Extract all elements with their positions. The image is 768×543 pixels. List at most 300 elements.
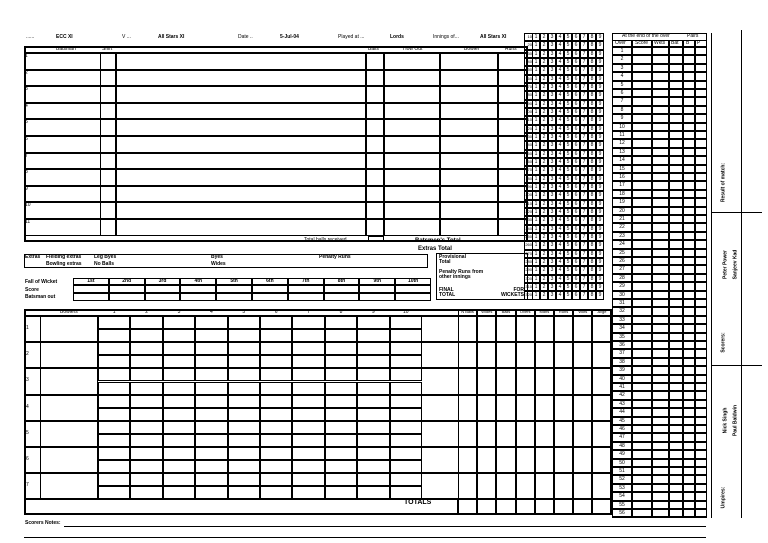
over-entry-cell[interactable]	[632, 400, 652, 408]
how-out-cell[interactable]	[384, 186, 440, 203]
how-out-cell[interactable]	[384, 119, 440, 136]
over-entry-cell[interactable]	[652, 265, 669, 273]
over-cell[interactable]	[98, 434, 130, 447]
over-entry-cell[interactable]	[632, 148, 652, 156]
total-stat-cell[interactable]	[554, 499, 573, 515]
stat-cell[interactable]	[573, 368, 592, 394]
over-cell[interactable]	[390, 460, 422, 473]
over-entry-cell[interactable]	[695, 400, 707, 408]
tally-cell[interactable]	[588, 66, 596, 74]
over-entry-cell[interactable]	[632, 450, 652, 458]
runs-tally-cell[interactable]	[116, 169, 366, 186]
bowler-cell[interactable]	[440, 153, 498, 170]
tally-cell[interactable]	[556, 191, 564, 199]
over-entry-cell[interactable]	[695, 207, 707, 215]
tally-cell[interactable]	[596, 108, 604, 116]
over-entry-cell[interactable]	[652, 156, 669, 164]
over-entry-cell[interactable]	[652, 240, 669, 248]
over-entry-cell[interactable]	[695, 114, 707, 122]
stat-cell[interactable]	[516, 473, 535, 499]
tally-cell[interactable]	[596, 200, 604, 208]
tally-cell[interactable]	[548, 41, 556, 49]
tally-cell[interactable]	[596, 58, 604, 66]
stat-cell[interactable]	[477, 473, 496, 499]
over-cell[interactable]	[195, 447, 227, 460]
tally-cell[interactable]	[596, 275, 604, 283]
stat-cell[interactable]	[573, 395, 592, 421]
over-entry-cell[interactable]	[652, 450, 669, 458]
stat-cell[interactable]	[554, 395, 573, 421]
tally-end-cell[interactable]	[524, 100, 533, 108]
tally-cell[interactable]	[532, 150, 540, 158]
tally-cell[interactable]	[532, 275, 540, 283]
over-entry-cell[interactable]	[683, 450, 695, 458]
over-entry-cell[interactable]	[652, 123, 669, 131]
bowler-cell[interactable]	[440, 86, 498, 103]
tally-cell[interactable]	[596, 216, 604, 224]
runs-tally-cell[interactable]	[116, 70, 366, 87]
tally-end-cell[interactable]	[524, 50, 533, 58]
tally-end-cell[interactable]	[524, 233, 533, 241]
over-entry-cell[interactable]	[652, 366, 669, 374]
over-entry-cell[interactable]	[695, 484, 707, 492]
tally-cell[interactable]	[556, 225, 564, 233]
tally-cell[interactable]	[580, 100, 588, 108]
over-entry-cell[interactable]	[669, 215, 683, 223]
over-cell[interactable]	[357, 473, 389, 486]
over-entry-cell[interactable]	[669, 265, 683, 273]
over-entry-cell[interactable]	[632, 459, 652, 467]
tally-cell[interactable]	[532, 191, 540, 199]
tally-cell[interactable]	[572, 83, 580, 91]
over-entry-cell[interactable]	[695, 459, 707, 467]
tally-cell[interactable]	[564, 241, 572, 249]
tally-cell[interactable]	[532, 33, 540, 41]
runs-tally-cell[interactable]	[116, 86, 366, 103]
over-entry-cell[interactable]	[632, 265, 652, 273]
over-entry-cell[interactable]	[652, 475, 669, 483]
total-stat-cell[interactable]	[496, 499, 515, 515]
tally-cell[interactable]	[588, 150, 596, 158]
tally-cell[interactable]	[540, 258, 548, 266]
stat-cell[interactable]	[554, 473, 573, 499]
bowler-cell[interactable]	[440, 136, 498, 153]
over-entry-cell[interactable]	[669, 240, 683, 248]
fow-score-cell[interactable]	[288, 285, 324, 293]
stat-cell[interactable]	[592, 473, 611, 499]
over-entry-cell[interactable]	[683, 358, 695, 366]
tally-cell[interactable]	[588, 250, 596, 258]
over-entry-cell[interactable]	[669, 324, 683, 332]
tally-cell[interactable]	[564, 250, 572, 258]
tally-cell[interactable]	[564, 191, 572, 199]
tally-cell[interactable]	[596, 83, 604, 91]
tally-end-cell[interactable]	[524, 291, 533, 299]
bowler-cell[interactable]	[440, 202, 498, 219]
tally-cell[interactable]	[580, 208, 588, 216]
over-cell[interactable]	[325, 368, 357, 381]
tally-cell[interactable]	[596, 283, 604, 291]
over-cell[interactable]	[390, 421, 422, 434]
fow-score-cell[interactable]	[395, 285, 431, 293]
stat-cell[interactable]	[458, 473, 477, 499]
over-entry-cell[interactable]	[695, 349, 707, 357]
stat-cell[interactable]	[516, 342, 535, 368]
over-cell[interactable]	[195, 368, 227, 381]
tally-cell[interactable]	[556, 33, 564, 41]
tally-cell[interactable]	[572, 266, 580, 274]
over-cell[interactable]	[98, 421, 130, 434]
over-entry-cell[interactable]	[652, 291, 669, 299]
over-cell[interactable]	[260, 329, 292, 342]
tally-end-cell[interactable]	[524, 83, 533, 91]
stat-cell[interactable]	[535, 421, 554, 447]
over-entry-cell[interactable]	[683, 324, 695, 332]
over-entry-cell[interactable]	[683, 400, 695, 408]
stat-cell[interactable]	[535, 368, 554, 394]
runs-tally-cell[interactable]	[116, 53, 366, 70]
over-entry-cell[interactable]	[683, 265, 695, 273]
runs-tally-cell[interactable]	[116, 202, 366, 219]
over-entry-cell[interactable]	[652, 316, 669, 324]
over-cell[interactable]	[325, 355, 357, 368]
over-entry-cell[interactable]	[669, 97, 683, 105]
tally-cell[interactable]	[580, 250, 588, 258]
over-entry-cell[interactable]	[669, 249, 683, 257]
over-cell[interactable]	[163, 447, 195, 460]
over-entry-cell[interactable]	[695, 265, 707, 273]
stat-cell[interactable]	[554, 316, 573, 342]
total-balls-box[interactable]	[368, 236, 384, 242]
bowler-name-cell[interactable]	[40, 421, 98, 447]
over-cell[interactable]	[98, 486, 130, 499]
over-entry-cell[interactable]	[683, 181, 695, 189]
over-entry-cell[interactable]	[652, 341, 669, 349]
tally-cell[interactable]	[588, 133, 596, 141]
over-entry-cell[interactable]	[652, 139, 669, 147]
tally-end-cell[interactable]	[524, 183, 533, 191]
shirt-cell[interactable]	[100, 186, 116, 203]
over-entry-cell[interactable]	[695, 492, 707, 500]
fow-score-cell[interactable]	[73, 285, 109, 293]
over-cell[interactable]	[292, 342, 324, 355]
tally-cell[interactable]	[596, 100, 604, 108]
runs-tally-cell[interactable]	[116, 119, 366, 136]
over-cell[interactable]	[195, 395, 227, 408]
over-cell[interactable]	[357, 486, 389, 499]
over-entry-cell[interactable]	[695, 274, 707, 282]
over-entry-cell[interactable]	[683, 156, 695, 164]
over-entry-cell[interactable]	[669, 299, 683, 307]
bowler-cell[interactable]	[440, 103, 498, 120]
tally-cell[interactable]	[596, 91, 604, 99]
over-entry-cell[interactable]	[669, 282, 683, 290]
over-entry-cell[interactable]	[683, 501, 695, 509]
shirt-cell[interactable]	[100, 153, 116, 170]
tally-cell[interactable]	[580, 108, 588, 116]
over-entry-cell[interactable]	[669, 64, 683, 72]
shirt-cell[interactable]	[100, 202, 116, 219]
tally-cell[interactable]	[588, 158, 596, 166]
tally-cell[interactable]	[588, 233, 596, 241]
over-entry-cell[interactable]	[683, 475, 695, 483]
runs-tally-cell[interactable]	[116, 136, 366, 153]
tally-cell[interactable]	[556, 100, 564, 108]
over-entry-cell[interactable]	[669, 223, 683, 231]
how-out-cell[interactable]	[384, 219, 440, 236]
bowler-cell[interactable]	[440, 119, 498, 136]
over-entry-cell[interactable]	[632, 72, 652, 80]
over-entry-cell[interactable]	[652, 433, 669, 441]
tally-cell[interactable]	[596, 133, 604, 141]
over-cell[interactable]	[292, 447, 324, 460]
over-entry-cell[interactable]	[695, 467, 707, 475]
over-entry-cell[interactable]	[683, 240, 695, 248]
fow-batsman-cell[interactable]	[395, 293, 431, 301]
stat-cell[interactable]	[554, 421, 573, 447]
tally-cell[interactable]	[532, 175, 540, 183]
over-entry-cell[interactable]	[669, 333, 683, 341]
over-cell[interactable]	[260, 447, 292, 460]
over-entry-cell[interactable]	[632, 417, 652, 425]
stat-cell[interactable]	[535, 395, 554, 421]
over-entry-cell[interactable]	[652, 72, 669, 80]
over-entry-cell[interactable]	[695, 190, 707, 198]
over-entry-cell[interactable]	[632, 249, 652, 257]
over-entry-cell[interactable]	[669, 417, 683, 425]
over-entry-cell[interactable]	[683, 106, 695, 114]
over-entry-cell[interactable]	[695, 240, 707, 248]
tally-cell[interactable]	[540, 66, 548, 74]
over-entry-cell[interactable]	[632, 81, 652, 89]
fow-batsman-cell[interactable]	[252, 293, 288, 301]
tally-cell[interactable]	[532, 183, 540, 191]
tally-end-cell[interactable]	[524, 175, 533, 183]
tally-cell[interactable]	[596, 66, 604, 74]
over-cell[interactable]	[228, 460, 260, 473]
over-cell[interactable]	[390, 329, 422, 342]
over-cell[interactable]	[260, 408, 292, 421]
how-out-cell[interactable]	[384, 136, 440, 153]
stat-cell[interactable]	[496, 316, 515, 342]
tally-cell[interactable]	[580, 50, 588, 58]
over-cell[interactable]	[195, 486, 227, 499]
over-entry-cell[interactable]	[632, 467, 652, 475]
over-cell[interactable]	[163, 355, 195, 368]
over-entry-cell[interactable]	[695, 509, 707, 517]
over-entry-cell[interactable]	[695, 156, 707, 164]
over-entry-cell[interactable]	[695, 47, 707, 55]
tally-cell[interactable]	[532, 283, 540, 291]
over-entry-cell[interactable]	[632, 324, 652, 332]
fow-batsman-cell[interactable]	[145, 293, 181, 301]
over-entry-cell[interactable]	[632, 349, 652, 357]
over-entry-cell[interactable]	[632, 207, 652, 215]
stat-cell[interactable]	[573, 316, 592, 342]
over-entry-cell[interactable]	[695, 81, 707, 89]
over-entry-cell[interactable]	[632, 215, 652, 223]
over-entry-cell[interactable]	[683, 467, 695, 475]
over-cell[interactable]	[130, 473, 162, 486]
over-cell[interactable]	[390, 447, 422, 460]
over-entry-cell[interactable]	[669, 375, 683, 383]
over-entry-cell[interactable]	[695, 433, 707, 441]
over-cell[interactable]	[292, 434, 324, 447]
tally-cell[interactable]	[548, 125, 556, 133]
over-entry-cell[interactable]	[683, 47, 695, 55]
over-entry-cell[interactable]	[652, 333, 669, 341]
over-cell[interactable]	[130, 329, 162, 342]
tally-cell[interactable]	[556, 75, 564, 83]
tally-cell[interactable]	[588, 100, 596, 108]
tally-cell[interactable]	[564, 91, 572, 99]
fow-batsman-cell[interactable]	[359, 293, 395, 301]
tally-cell[interactable]	[540, 225, 548, 233]
tally-cell[interactable]	[548, 266, 556, 274]
tally-cell[interactable]	[540, 133, 548, 141]
tally-cell[interactable]	[572, 108, 580, 116]
over-entry-cell[interactable]	[683, 114, 695, 122]
over-cell[interactable]	[260, 342, 292, 355]
tally-cell[interactable]	[540, 250, 548, 258]
stat-cell[interactable]	[516, 447, 535, 473]
over-entry-cell[interactable]	[652, 173, 669, 181]
bowler-cell[interactable]	[440, 169, 498, 186]
how-out-cell[interactable]	[384, 86, 440, 103]
tally-cell[interactable]	[580, 200, 588, 208]
tally-cell[interactable]	[540, 41, 548, 49]
over-entry-cell[interactable]	[695, 316, 707, 324]
tally-cell[interactable]	[564, 208, 572, 216]
over-entry-cell[interactable]	[695, 333, 707, 341]
tally-cell[interactable]	[580, 150, 588, 158]
over-entry-cell[interactable]	[683, 375, 695, 383]
tally-cell[interactable]	[564, 291, 572, 299]
over-entry-cell[interactable]	[669, 274, 683, 282]
tally-cell[interactable]	[556, 141, 564, 149]
over-cell[interactable]	[130, 355, 162, 368]
over-cell[interactable]	[325, 460, 357, 473]
shirt-cell[interactable]	[100, 86, 116, 103]
over-entry-cell[interactable]	[632, 47, 652, 55]
stat-cell[interactable]	[496, 342, 515, 368]
over-entry-cell[interactable]	[669, 349, 683, 357]
tally-cell[interactable]	[580, 41, 588, 49]
shirt-cell[interactable]	[100, 103, 116, 120]
stat-cell[interactable]	[592, 447, 611, 473]
over-entry-cell[interactable]	[652, 64, 669, 72]
tally-cell[interactable]	[532, 200, 540, 208]
stat-cell[interactable]	[535, 473, 554, 499]
tally-end-cell[interactable]	[524, 125, 533, 133]
over-entry-cell[interactable]	[652, 181, 669, 189]
tally-cell[interactable]	[540, 183, 548, 191]
over-entry-cell[interactable]	[669, 257, 683, 265]
tally-cell[interactable]	[596, 208, 604, 216]
tally-cell[interactable]	[548, 108, 556, 116]
tally-cell[interactable]	[540, 208, 548, 216]
over-cell[interactable]	[292, 473, 324, 486]
over-entry-cell[interactable]	[683, 207, 695, 215]
over-entry-cell[interactable]	[632, 316, 652, 324]
over-entry-cell[interactable]	[695, 417, 707, 425]
stat-cell[interactable]	[516, 316, 535, 342]
tally-cell[interactable]	[580, 116, 588, 124]
tally-cell[interactable]	[572, 241, 580, 249]
over-cell[interactable]	[163, 460, 195, 473]
over-entry-cell[interactable]	[652, 417, 669, 425]
total-stat-cell[interactable]	[477, 499, 496, 515]
over-entry-cell[interactable]	[669, 291, 683, 299]
shirt-cell[interactable]	[100, 119, 116, 136]
over-entry-cell[interactable]	[695, 299, 707, 307]
over-entry-cell[interactable]	[652, 55, 669, 63]
tally-cell[interactable]	[556, 216, 564, 224]
over-entry-cell[interactable]	[632, 408, 652, 416]
tally-cell[interactable]	[564, 33, 572, 41]
over-entry-cell[interactable]	[669, 492, 683, 500]
over-cell[interactable]	[195, 473, 227, 486]
balls-cell[interactable]	[366, 70, 384, 87]
stat-cell[interactable]	[516, 368, 535, 394]
over-cell[interactable]	[357, 368, 389, 381]
tally-cell[interactable]	[556, 200, 564, 208]
over-entry-cell[interactable]	[695, 106, 707, 114]
over-entry-cell[interactable]	[683, 484, 695, 492]
tally-end-cell[interactable]	[524, 116, 533, 124]
stat-cell[interactable]	[458, 342, 477, 368]
tally-cell[interactable]	[580, 183, 588, 191]
runs-tally-cell[interactable]	[116, 103, 366, 120]
stat-cell[interactable]	[592, 421, 611, 447]
tally-end-cell[interactable]	[524, 58, 533, 66]
over-cell[interactable]	[195, 408, 227, 421]
over-entry-cell[interactable]	[652, 198, 669, 206]
over-cell[interactable]	[325, 434, 357, 447]
over-entry-cell[interactable]	[669, 165, 683, 173]
tally-cell[interactable]	[556, 241, 564, 249]
tally-cell[interactable]	[596, 225, 604, 233]
over-entry-cell[interactable]	[632, 123, 652, 131]
tally-cell[interactable]	[580, 175, 588, 183]
fow-batsman-cell[interactable]	[180, 293, 216, 301]
tally-cell[interactable]	[588, 125, 596, 133]
over-entry-cell[interactable]	[683, 55, 695, 63]
over-entry-cell[interactable]	[632, 425, 652, 433]
tally-cell[interactable]	[580, 233, 588, 241]
over-entry-cell[interactable]	[669, 383, 683, 391]
tally-cell[interactable]	[532, 141, 540, 149]
over-cell[interactable]	[195, 460, 227, 473]
over-cell[interactable]	[292, 316, 324, 329]
fow-score-cell[interactable]	[359, 285, 395, 293]
stat-cell[interactable]	[458, 421, 477, 447]
over-entry-cell[interactable]	[652, 131, 669, 139]
over-entry-cell[interactable]	[695, 181, 707, 189]
tally-cell[interactable]	[588, 50, 596, 58]
tally-cell[interactable]	[564, 133, 572, 141]
tally-cell[interactable]	[564, 283, 572, 291]
tally-cell[interactable]	[532, 291, 540, 299]
tally-cell[interactable]	[572, 200, 580, 208]
over-cell[interactable]	[390, 434, 422, 447]
stat-cell[interactable]	[516, 395, 535, 421]
tally-cell[interactable]	[548, 150, 556, 158]
total-stat-cell[interactable]	[573, 499, 592, 515]
tally-cell[interactable]	[564, 216, 572, 224]
tally-cell[interactable]	[572, 208, 580, 216]
tally-cell[interactable]	[532, 41, 540, 49]
